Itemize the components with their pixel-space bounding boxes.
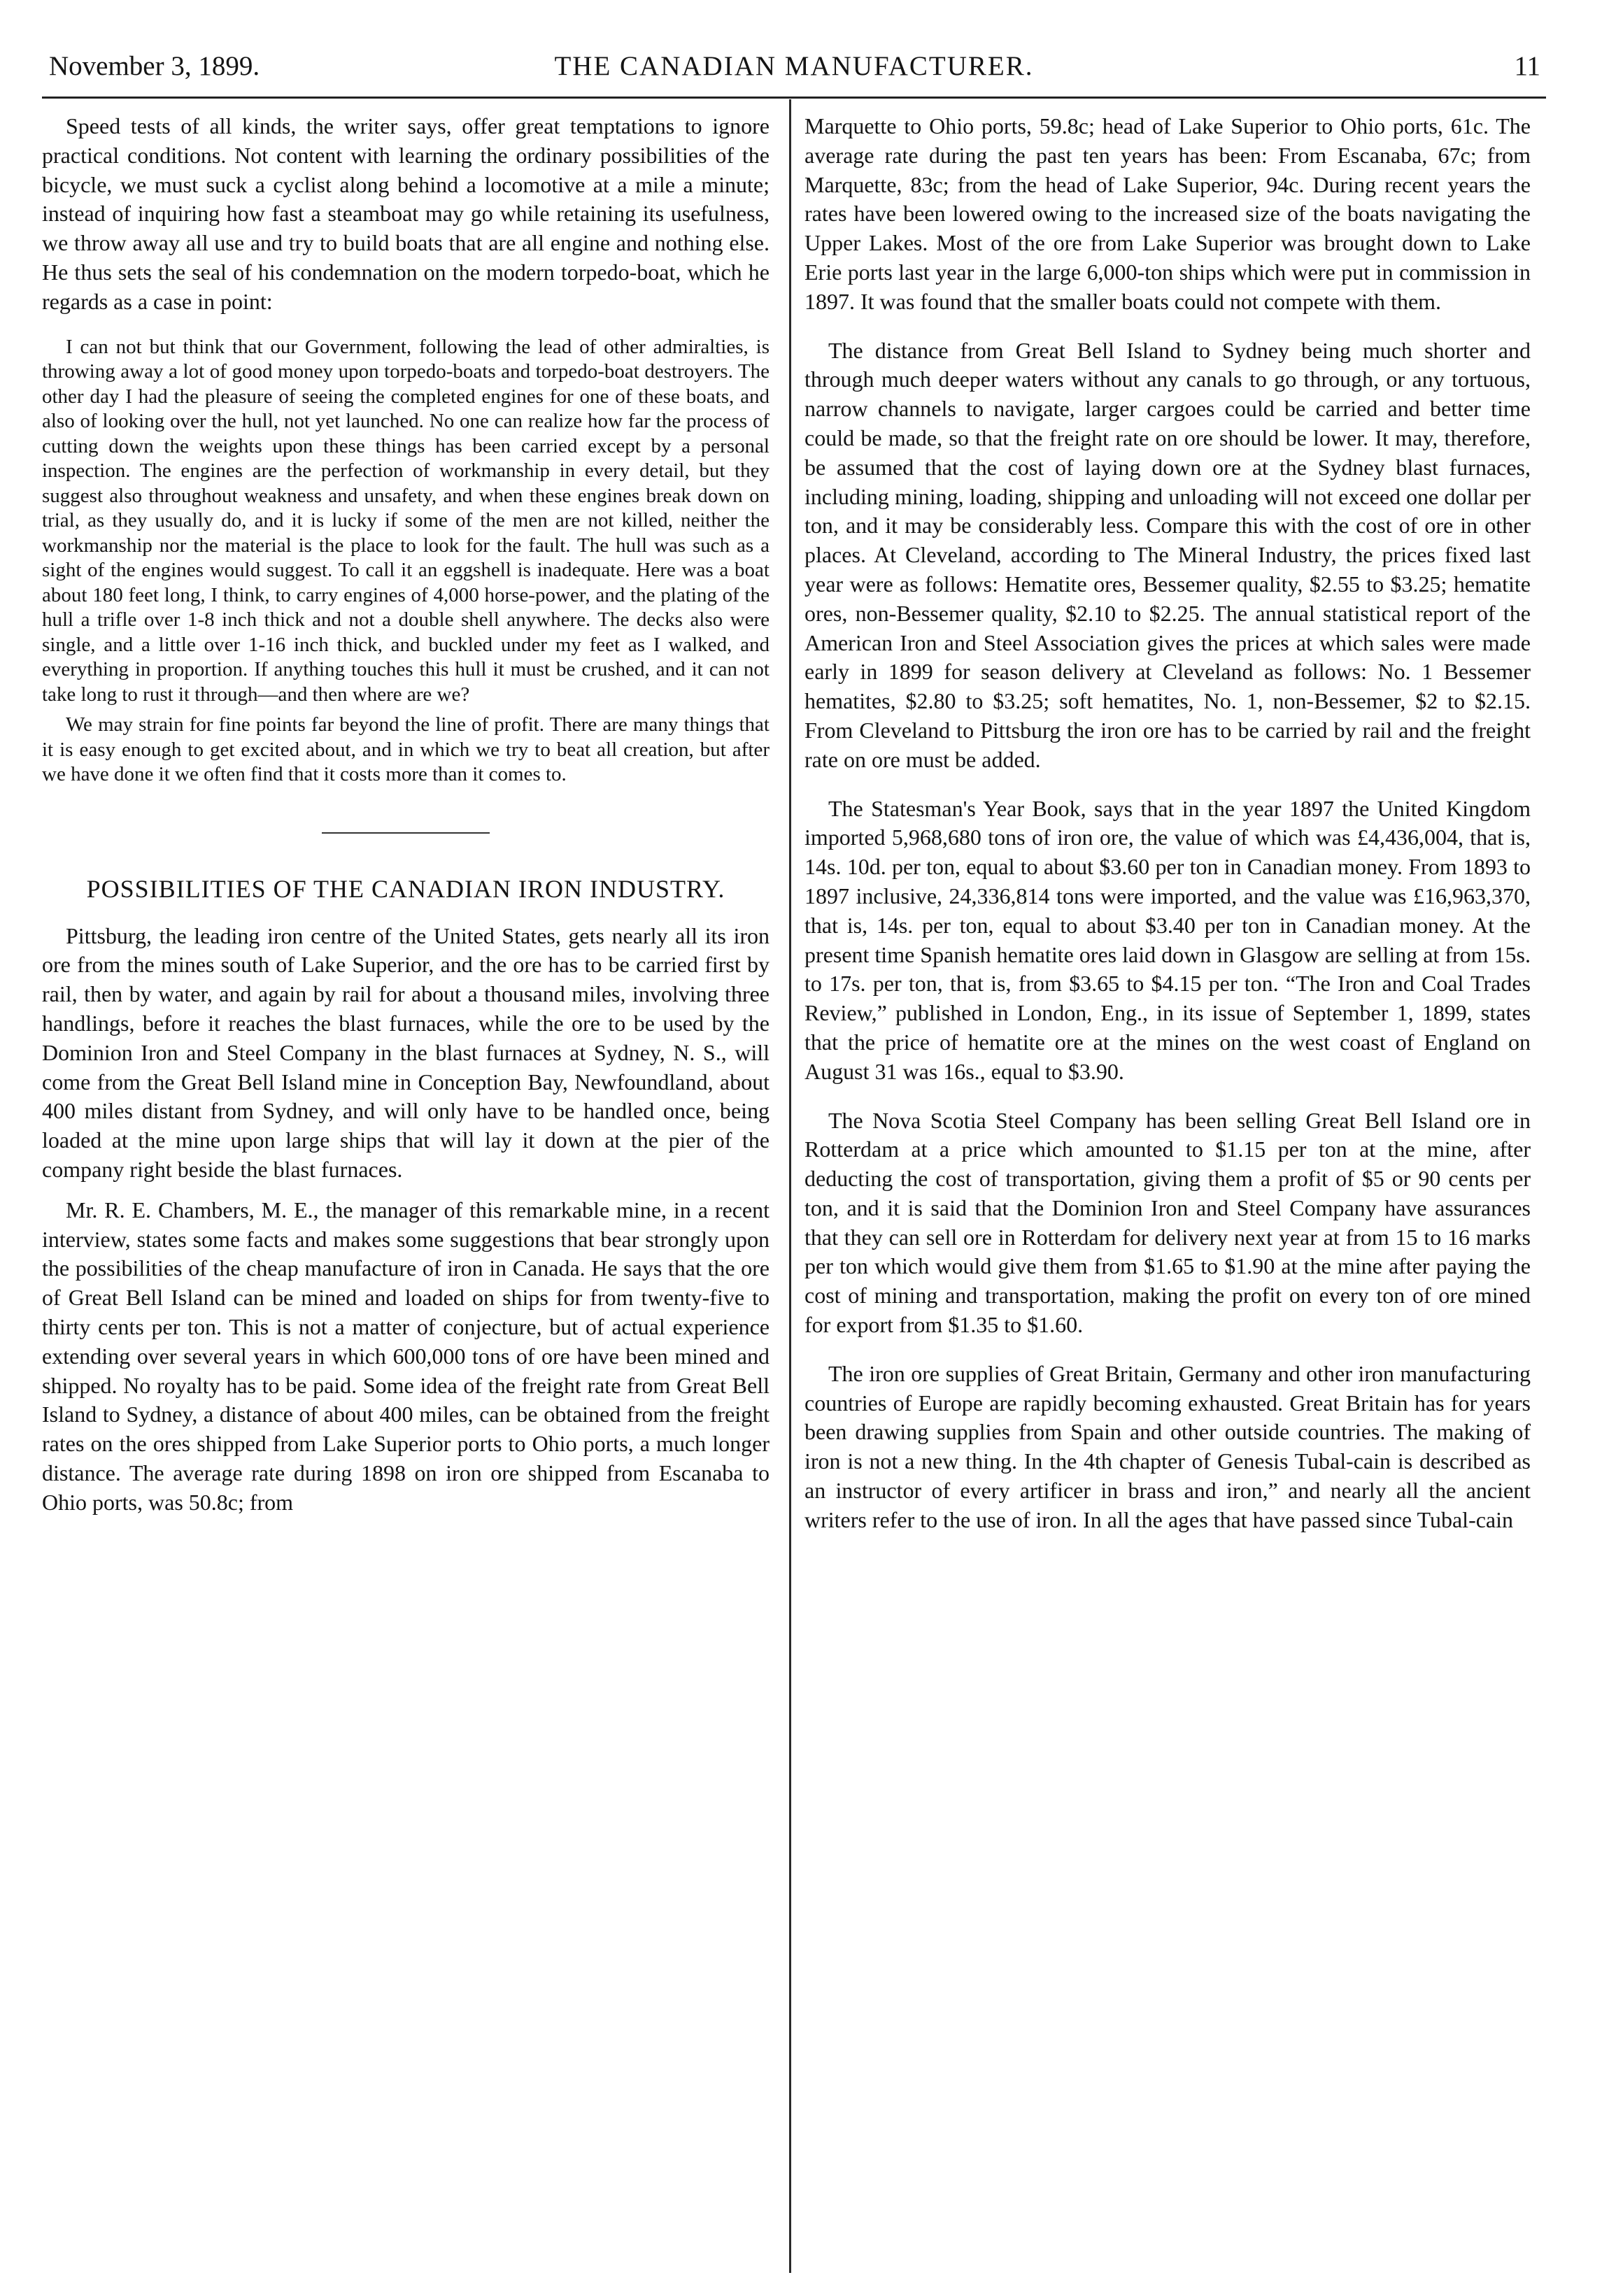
spacer bbox=[804, 775, 1531, 794]
quote-paragraph-2: We may strain for fine points far beyond the line of profit. There are many things that it is easy enough to get excited about, and in which we try to beat all creation, but after we have done it we often find that it costs more than it comes to. bbox=[42, 713, 770, 786]
spacer bbox=[42, 1185, 770, 1196]
intro-paragraph: Speed tests of all kinds, the writer says, offer great temptations to ignore practical conditions. Not content with learning the ordinary possibilities of the bicycle, we must suck a cyclist along behind a locomotive at a mile a minute; instead of inquiring how fast a steamboat may go while retaining its usefulness, we throw away all use and try to build boats that are all engine and nothing else. He thus sets the seal of his condemnation on the modern torpedo-boat, which he regards as a case in point: bbox=[42, 113, 770, 314]
header-rule bbox=[42, 97, 1546, 99]
block-quote bbox=[42, 335, 770, 708]
page-number: 11 bbox=[1514, 51, 1540, 81]
article-paragraph-5: The Statesman's Year Book, says that in the year 1897 the United Kingdom imported 5,968,680 tons of iron ore, the value of which was £4,436,004, that is, 14s. 10d. per ton, equal to about $3.60 per ton in Canadian money. From 1893 to 1897 inclusive, 24,336,814 tons were imported, and the value was £16,963,370, that is, 14s. per ton, equal to about $3.40 per ton in Canadian money. At the present time Spanish hematite ores laid down in Glasgow are selling at from 15s. to 17s. per ton, that is, from $3.65 to $4.15 per ton. “The Iron and Coal Trades Review,” published in London, Eng., in its issue of September 1, 1899, states that the price of hematite ore at the mines on the west coast of England on August 31 was 16s., equal to $3.90. bbox=[804, 795, 1531, 1084]
article-heading: POSSIBILITIES OF THE CANADIAN IRON INDUSTRY. bbox=[86, 874, 725, 903]
spacer bbox=[804, 1087, 1531, 1106]
column-divider bbox=[789, 99, 791, 2273]
right-column bbox=[804, 112, 1531, 1535]
page-header bbox=[42, 41, 1546, 92]
section-separator bbox=[322, 832, 490, 834]
block-quote-continued bbox=[42, 713, 770, 787]
article-paragraph-7: The iron ore supplies of Great Britain, Germany and other iron manufacturing countries of Europe are rapidly becoming exhausted. Great Britain has for years been drawing supplies from Spain and other outside countries. The making of iron is not a new thing. In the 4th chapter of Genesis Tubal-cain is described as an instructor of every artificer in brass and iron,” and nearly all the ancient writers refer to the use of iron. In all the ages that have passed since Tubal-cain bbox=[804, 1360, 1531, 1532]
article-paragraph-6: The Nova Scotia Steel Company has been selling Great Bell Island ore in Rotterdam at a price which amounted to $1.15 per ton at the mine, after deducting the cost of transportation, giving them a profit of $5 or 90 cents per ton, and it is said that the Dominion Iron and Steel Company have assurances that they can sell ore in Rotterdam for delivery next year at from 15 to 16 marks per ton which would give them from $1.65 to $1.90 at the mine after paying the cost of mining and transportation, making the profit on every ton of ore mined for export from $1.35 to $1.60. bbox=[804, 1107, 1531, 1338]
issue-date: November 3, 1899. bbox=[49, 51, 260, 81]
spacer bbox=[804, 317, 1531, 336]
quote-paragraph-1: I can not but think that our Government, following the lead of other admiralties, is throwing away a lot of good money upon torpedo-boats and torpedo-boat destroyers. The other day I had the pleasure of seeing the completed engines for one of these boats, and also of looking over the hull, not yet launched. No one can realize how far the process of cutting down the weights upon these things has been carried except by a personal inspection. The engines are the perfection of workmanship in every detail, but they suggest also throughout weakness and unsafety, and when these engines break down on trial, as they usually do, and it is lucky if some of the men are not killed, neither the workmanship nor the material is the place to look for the fault. The hull was such as a sight of the engines would suggest. To call it an eggshell is inadequate. Here was a boat about 180 feet long, I think, to carry engines of 4,000 horse-power, and the plating of the hull a trifle over 1-8 inch thick and not a double shell anywhere. The decks also were single, and a little over 1-16 inch thick, and buckled under my feet as I walked, and everything in proportion. If anything touches this hull it must be crushed, and it can not take long to rust it through—and then where are we? bbox=[42, 335, 770, 706]
publication-title: THE CANADIAN MANUFACTURER. bbox=[554, 51, 1034, 81]
spacer bbox=[42, 317, 770, 335]
left-column bbox=[42, 112, 770, 1518]
article-paragraph-4: The distance from Great Bell Island to Sydney being much shorter and through much deeper waters without any canals to go through, or any tortuous, narrow channels to navigate, larger cargoes could be carried and better time could be made, so that the freight rate on ore should be lower. It may, therefore, be assumed that the cost of laying down ore at the Sydney blast furnaces, including mining, loading, shipping and unloading will not exceed one dollar per ton, and it may be considerably less. Compare this with the cost of ore in other places. At Cleveland, according to The Mineral Industry, the prices fixed last year were as follows: Hematite ores, Bessemer quality, $2.55 to $3.25; hematite ores, non-Bessemer quality, $2.10 to $2.25. The annual statistical report of the American Iron and Steel Association gives the prices at which sales were made early in 1899 for season delivery at Cleveland as follows: No. 1 Bessemer hematites, $2.80 to $3.25; soft hematites, No. 1, non-Bessemer, $2 to $2.15. From Cleveland to Pittsburg the iron ore has to be carried by rail and the freight rate on ore must be added. bbox=[804, 337, 1531, 772]
article-paragraph-1: Pittsburg, the leading iron centre of the United States, gets nearly all its iron ore from the mines south of Lake Superior, and the ore has to be carried first by rail, then by water, and again by rail for about a thousand miles, involving three handlings, before it reaches the blast furnaces, while the ore to be used by the Dominion Iron and Steel Company in the blast furnaces at Sydney, N. S., will come from the Great Bell Island mine in Conception Bay, Newfoundland, about 400 miles distant from Sydney, and will only have to be handled once, being loaded at the mine upon large ships that will lay it down at the pier of the company right beside the blast furnaces. bbox=[42, 922, 770, 1182]
article-paragraph-3: Marquette to Ohio ports, 59.8c; head of Lake Superior to Ohio ports, 61c. The average rate during the past ten years has been: From Escanaba, 67c; from Marquette, 83c; from the head of Lake Superior, 94c. During recent years the rates have been lowered owing to the increased size of the boats navigating the Upper Lakes. Most of the ore from Lake Superior was brought down to Lake Erie ports last year in the large 6,000-ton ships which were put in commission in 1897. It was found that the smaller boats could not compete with them. bbox=[804, 113, 1531, 314]
article-paragraph-2: Mr. R. E. Chambers, M. E., the manager of this remarkable mine, in a recent interview, states some facts and makes some suggestions that bear strongly upon the possibilities of the cheap manufacture of iron in Canada. He says that the ore of Great Bell Island can be mined and loaded on ships for from twenty-five to thirty cents per ton. This is not a matter of conjecture, but of actual experience extending over several years in which 600,000 tons of ore have been mined and shipped. No royalty has to be paid. Some idea of the freight rate from Great Bell Island to Sydney, a distance of about 400 miles, can be obtained from the freight rates on the ores shipped from Lake Superior ports to Ohio ports, a much longer distance. The average rate during 1898 on iron ore shipped from Escanaba to Ohio ports, was 50.8c; from bbox=[42, 1197, 770, 1515]
spacer bbox=[804, 1340, 1531, 1360]
